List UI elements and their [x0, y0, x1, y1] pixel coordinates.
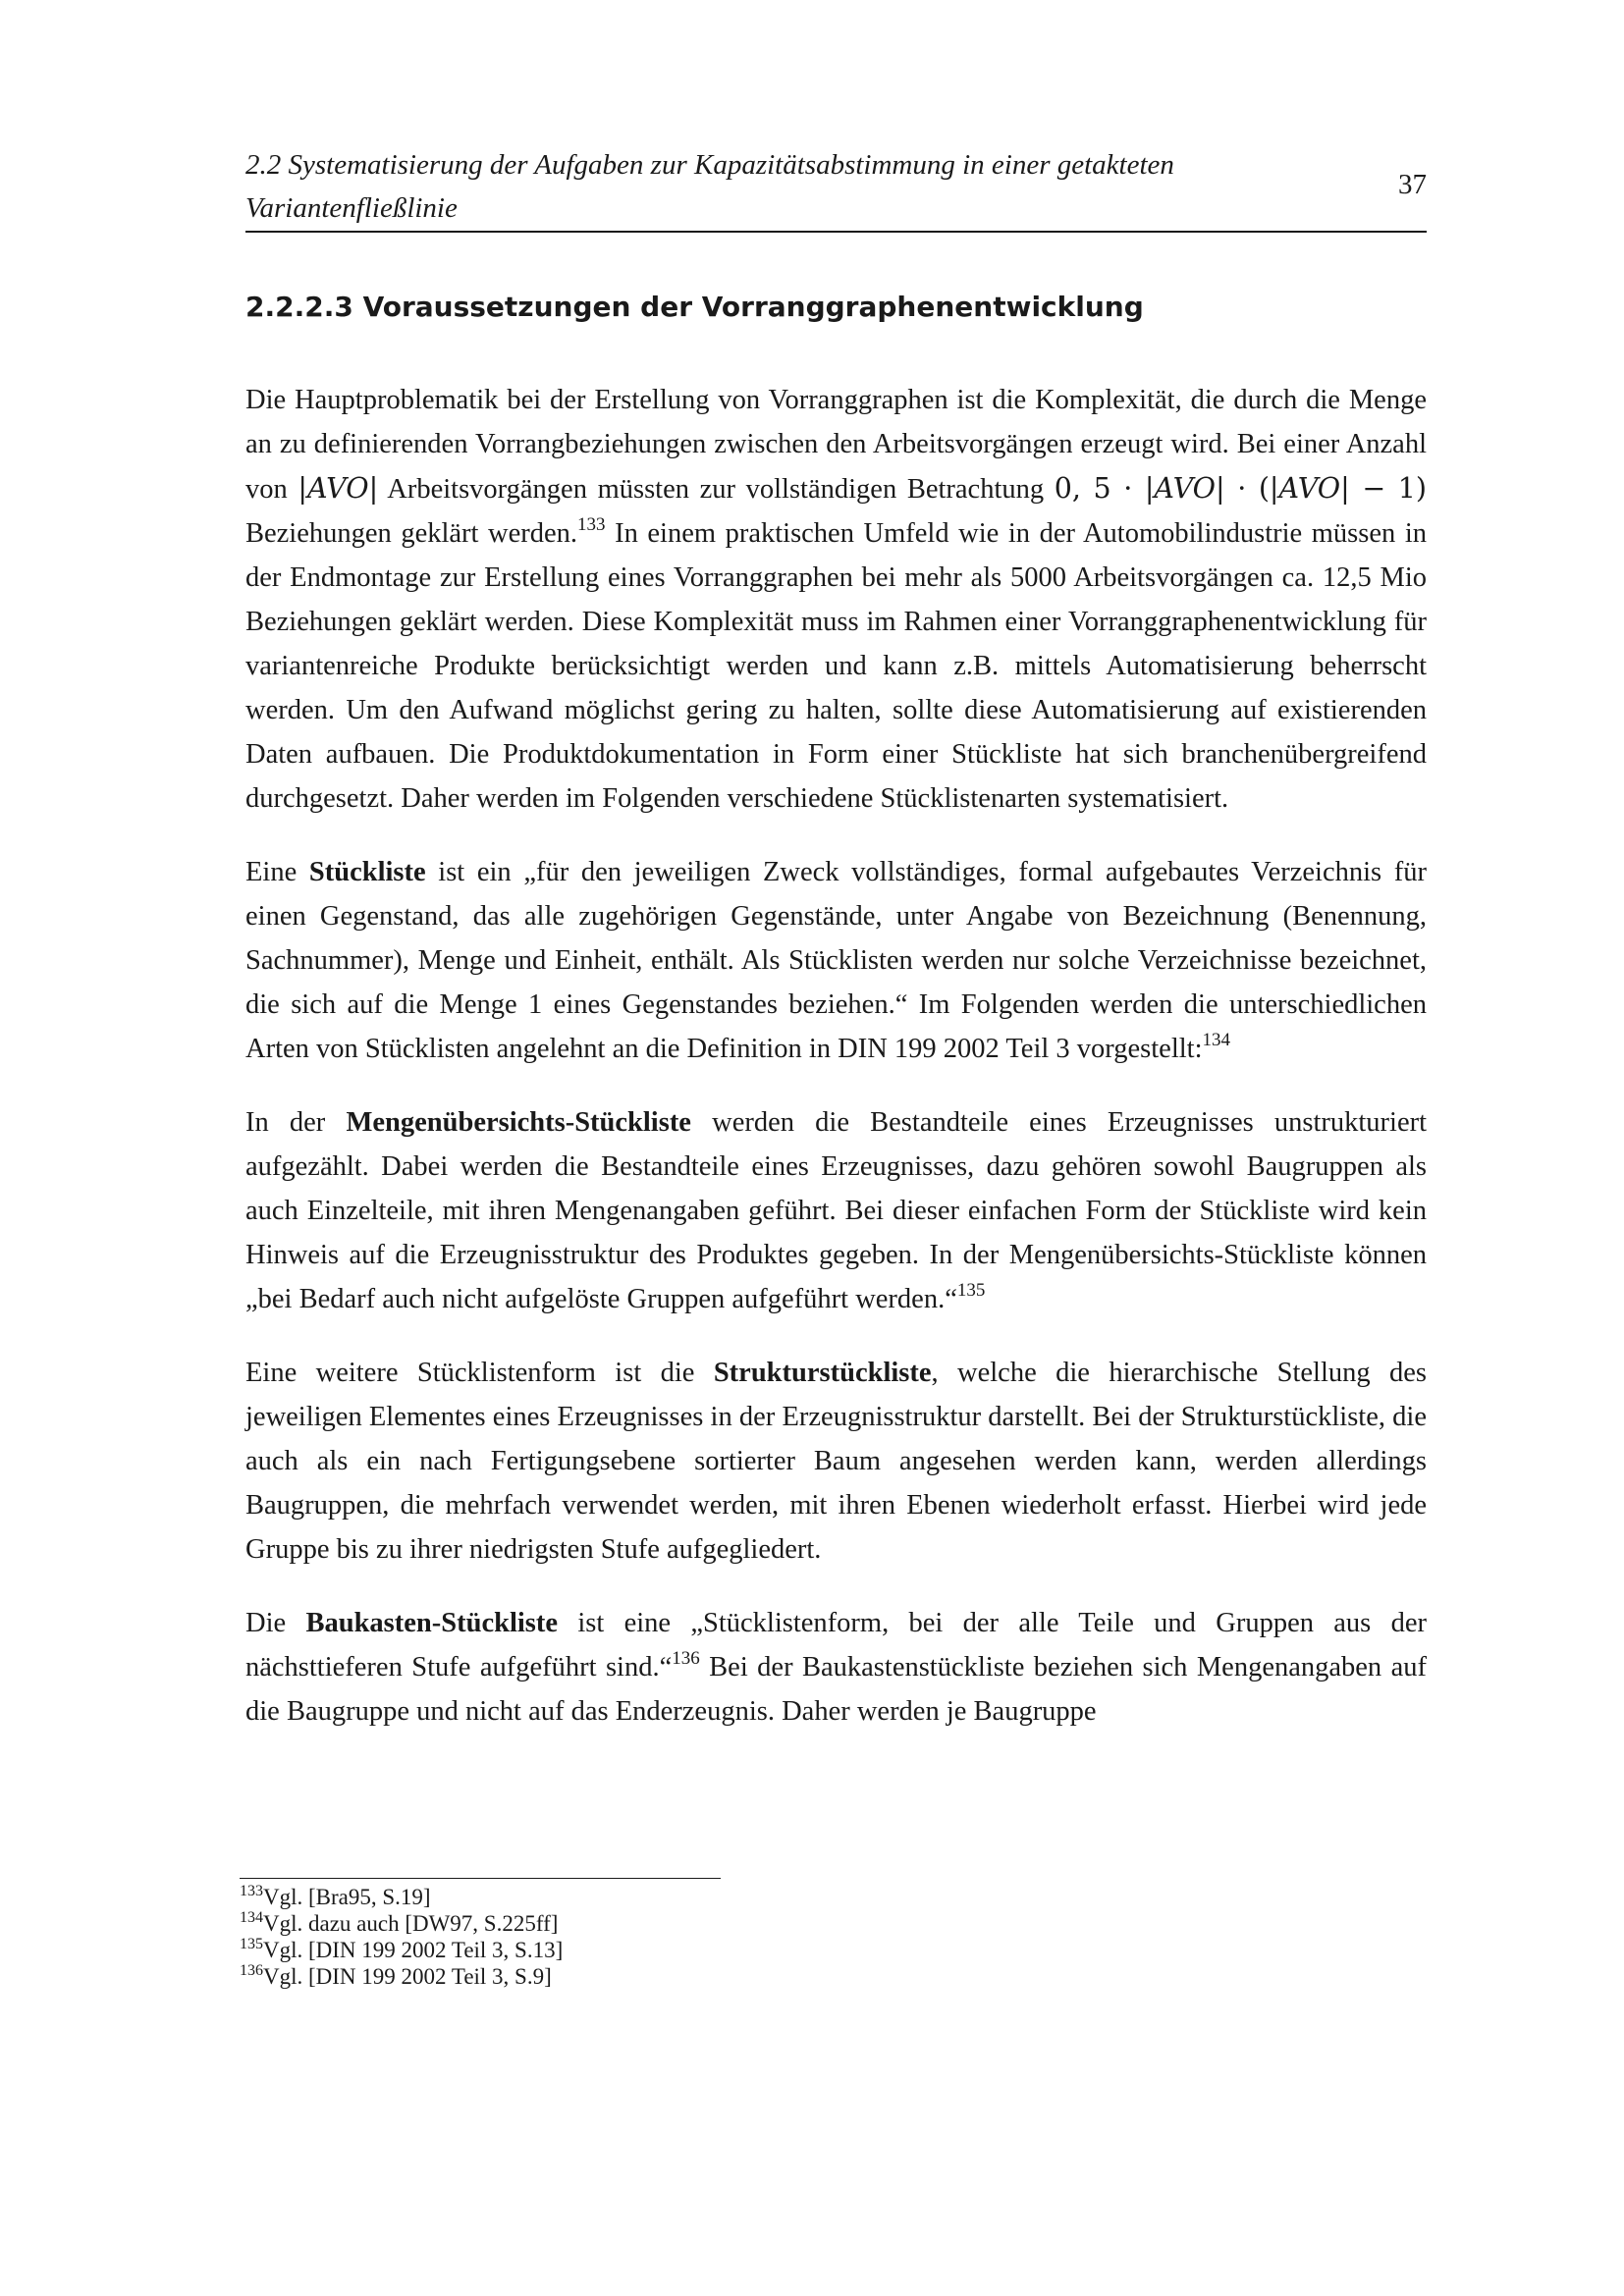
text-run: In der	[245, 1107, 347, 1138]
document-page	[240, 0, 1428, 2296]
running-title: 2.2 Systematisierung der Aufgaben zur Kapazitätsabstimmung in einer getakteten Variantenfließlinie	[245, 149, 1174, 224]
footnotes	[240, 1884, 1421, 1990]
term-stueckliste: Stückliste	[308, 857, 426, 887]
text-run: Eine weitere Stücklistenform ist die	[245, 1358, 714, 1388]
paragraph-complexity	[245, 378, 1427, 821]
footnote-number: 136	[240, 1962, 263, 1979]
body-text	[245, 378, 1427, 1734]
footnote-number: 134	[240, 1909, 263, 1926]
math-avo: AVO	[1154, 472, 1217, 505]
math-expression: | − 1)	[1340, 472, 1428, 505]
footnote-number: 135	[240, 1936, 263, 1952]
footnote-text: Vgl. [Bra95, S.19]	[263, 1885, 431, 1909]
text-run: ist eine „Stücklistenform, bei der alle Teile und Gruppen aus der nächsttieferen Stufe aufgeführt sind.“	[245, 1608, 1427, 1682]
text-run: Eine	[245, 857, 309, 887]
footnote-135	[240, 1937, 1421, 1963]
footnote-text: Vgl. dazu auch [DW97, S.225ff]	[263, 1911, 559, 1936]
footnote-133	[240, 1884, 1421, 1910]
text-run: , welche die hierarchische Stellung des jeweiligen Elementes eines Erzeugnisses in der Erzeugnisstruktur darstellt. Bei der Strukturstückliste, die auch als ein nach Fertigungsebene sortierter Baum angesehen werden kann, werden allerdings Baugruppen, die mehrfach verwendet werden, mit ihren Ebenen wiederholt erfasst. Hierbei wird jede Gruppe bis zu ihrer niedrigsten Stufe aufgegliedert.	[245, 1358, 1427, 1565]
math-expression: 0, 5 · |	[1054, 472, 1155, 505]
text-run: Bei der Baukastenstückliste beziehen sich Mengenangaben auf die Baugruppe und nicht auf das Enderzeugnis. Daher werden je Baugruppe	[245, 1652, 1427, 1727]
math-avo: AVO	[307, 472, 369, 505]
footnote-136	[240, 1963, 1421, 1990]
footnote-number: 133	[240, 1883, 263, 1899]
term-baukasten-stueckliste: Baukasten-Stückliste	[305, 1608, 559, 1638]
text-run: werden die Bestandteile eines Erzeugnisses unstrukturiert aufgezählt. Dabei werden die Bestandteile eines Erzeugnisses, dazu gehören sowohl Baugruppen als auch Einzelteile, mit ihren Mengenangaben geführt. Bei dieser einfachen Form der Stückliste wird kein Hinweis auf die Erzeugnisstruktur des Produktes gegeben. In der Mengenübersichts-Stückliste können „bei Bedarf auch nicht aufgelöste Gruppen aufgeführt werden.“	[245, 1107, 1427, 1314]
paragraph-baukasten	[245, 1601, 1427, 1734]
math-bar: |	[368, 472, 379, 505]
math-avo: AVO	[1278, 472, 1341, 505]
footnote-ref[interactable]: 134	[1202, 1030, 1230, 1050]
paragraph-stueckliste	[245, 850, 1427, 1071]
running-header	[245, 137, 1427, 233]
footnote-134	[240, 1910, 1421, 1937]
text-run: Arbeitsvorgängen müssten zur vollständigen Betrachtung	[378, 474, 1055, 505]
footnote-text: Vgl. [DIN 199 2002 Teil 3, S.9]	[263, 1964, 552, 1989]
math-bar: |	[298, 472, 307, 505]
text-run: Beziehungen geklärt werden.	[245, 518, 578, 549]
text-run: Die	[245, 1608, 306, 1638]
footnote-ref[interactable]: 135	[956, 1280, 986, 1301]
term-strukturstueckliste: Strukturstückliste	[713, 1358, 932, 1388]
text-run: ist ein „für den jeweiligen Zweck vollständiges, formal aufgebautes Verzeichnis für einen Gegenstand, das alle zugehörigen Gegenstände, unter Angabe von Bezeichnung (Benennung, Sachnummer), Menge und Einheit, enthält. Als Stücklisten werden nur solche Verzeichnisse bezeichnet, die sich auf die Menge 1 eines Gegenstandes beziehen.“ Im Folgenden werden die unterschiedlichen Arten von Stücklisten angelehnt an die Definition in DIN 199 2002 Teil 3 vorgestellt:	[245, 857, 1427, 1064]
footnote-ref[interactable]: 136	[672, 1648, 700, 1669]
footnote-divider	[240, 1878, 721, 1879]
section-heading: 2.2.2.3 Voraussetzungen der Vorranggraphenentwicklung	[245, 291, 1144, 323]
text-run: In einem praktischen Umfeld wie in der Automobilindustrie müssen in der Endmontage zur Erstellung eines Vorranggraphen bei mehr als 5000 Arbeitsvorgängen ca. 12,5 Mio Beziehungen geklärt werden. Diese Komplexität muss im Rahmen einer Vorranggraphenentwicklung für variantenreiche Produkte berücksichtigt werden und kann z.B. mittels Automatisierung beherrscht werden. Um den Aufwand möglichst gering zu halten, sollte diese Automatisierung auf existierenden Daten aufbauen. Die Produktdokumentation in Form einer Stückliste hat sich branchenübergreifend durchgesetzt. Daher werden im Folgenden verschiedene Stücklistenarten systematisiert.	[245, 518, 1427, 814]
term-mengenuebersichts-stueckliste: Mengenübersichts-Stückliste	[346, 1107, 691, 1138]
math-expression: | · (|	[1216, 472, 1279, 505]
footnote-ref[interactable]: 133	[577, 514, 606, 535]
paragraph-mengenuebersicht	[245, 1100, 1427, 1321]
footnote-text: Vgl. [DIN 199 2002 Teil 3, S.13]	[263, 1938, 564, 1962]
text-run: Die Hauptproblematik bei der Erstellung von Vorranggraphen ist die Komplexität, die durch die Menge an zu definierenden Vorrangbeziehungen zwischen den Arbeitsvorgängen erzeugt wird. Bei einer Anzahl von	[245, 385, 1427, 505]
paragraph-strukturstueckliste	[245, 1351, 1427, 1572]
page-number: 37	[1398, 169, 1427, 200]
